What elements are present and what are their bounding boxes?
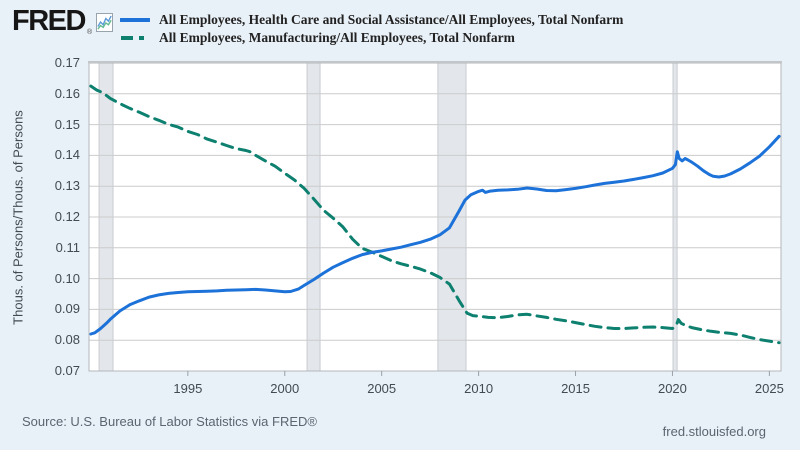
x-tick-label: 2000 [270,381,300,396]
y-tick-label: 0.13 [54,178,80,194]
fred-logo[interactable]: FRED [12,5,85,37]
y-tick-label: 0.12 [54,209,80,224]
y-tick-label: 0.17 [54,55,80,70]
manufacturing-line-swatch-icon [120,35,150,41]
chart-legend [120,11,623,47]
fred-logo-registered-mark: ® [87,29,93,36]
fred-sparkline-icon [96,13,113,32]
fred-site-link[interactable]: fred.stlouisfed.org [662,424,766,439]
source-attribution: Source: U.S. Bureau of Labor Statistics via FRED® [22,414,317,429]
y-tick-label: 0.11 [55,239,80,255]
y-tick-label: 0.14 [54,147,80,163]
y-tick-label: 0.15 [54,116,80,132]
y-axis-title: Thous. of Persons/Thous. of Persons [10,110,26,325]
x-tick-label: 2010 [464,381,494,396]
x-tick-label: 2015 [561,381,590,396]
x-tick-label: 2005 [367,381,397,396]
y-tick-label: 0.16 [54,85,80,101]
y-tick-label: 0.08 [54,332,80,348]
y-tick-label: 0.09 [54,301,80,317]
y-tick-label: 0.10 [54,270,80,286]
x-tick-label: 2025 [754,381,784,396]
legend-item-manufacturing [120,29,623,47]
legend-item-healthcare [120,11,623,29]
x-tick-label: 2020 [657,381,687,396]
y-tick-label: 0.07 [54,363,80,378]
healthcare-line-swatch-icon [120,17,150,23]
legend-label-healthcare: All Employees, Health Care and Social Assistance/All Employees, Total Nonfarm [159,12,624,27]
legend-label-manufacturing: All Employees, Manufacturing/All Employees, Total Nonfarm [159,30,515,45]
x-tick-label: 1995 [173,381,203,396]
